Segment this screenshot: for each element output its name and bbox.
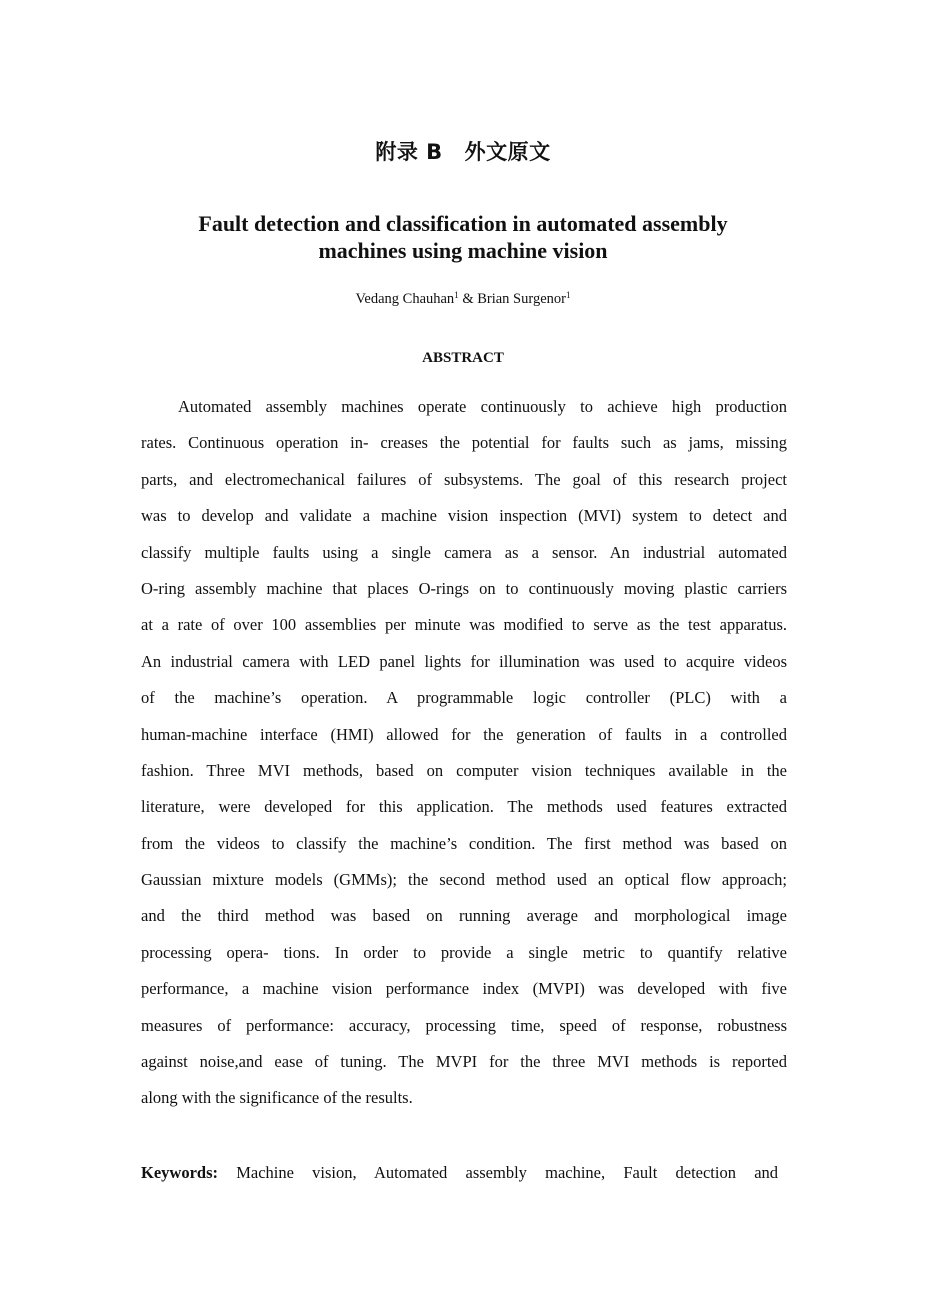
abstract-line: Gaussian mixture models (GMMs); the second method used an optical flow approach; <box>141 870 787 890</box>
abstract-line: literature, were developed for this application. The methods used features extracted <box>141 797 787 817</box>
author-name: Brian Surgenor <box>477 291 566 307</box>
abstract-line: from the videos to classify the machine’s condition. The first method was based on <box>141 833 787 853</box>
author-list <box>0 290 926 308</box>
abstract-line: at a rate of over 100 assemblies per minute was modified to serve as the test apparatus. <box>141 615 787 635</box>
abstract-heading: ABSTRACT <box>422 350 504 366</box>
abstract-line: processing opera- tions. In order to provide a single metric to quantify relative <box>141 942 787 962</box>
abstract-line: measures of performance: accuracy, processing time, speed of response, robustness <box>141 1015 787 1035</box>
abstract-line: parts, and electromechanical failures of subsystems. The goal of this research project <box>141 469 787 489</box>
appendix-title: 外文原文 <box>464 140 551 164</box>
abstract-line: Automated assembly machines operate continuously to achieve high production <box>178 397 787 416</box>
abstract-line: performance, a machine vision performance index (MVPI) was developed with five <box>141 979 787 999</box>
abstract-line: was to develop and validate a machine vision inspection (MVI) system to detect and <box>141 506 787 526</box>
author-separator: & <box>458 291 478 307</box>
author-affiliation: 1 <box>454 290 459 300</box>
author-affiliation: 1 <box>565 290 571 300</box>
abstract-line: of the machine’s operation. A programmable logic controller (PLC) with a <box>141 688 787 708</box>
author-name: Vedang Chauhan <box>355 291 455 307</box>
appendix-heading <box>0 136 926 166</box>
keywords-line <box>141 1158 778 1188</box>
abstract-line: human-machine interface (HMI) allowed for the generation of faults in a controlled <box>141 724 787 744</box>
keywords-label: Keywords: <box>141 1163 218 1182</box>
abstract-line: along with the significance of the results. <box>141 1088 413 1108</box>
abstract-line: rates. Continuous operation in- creases the potential for faults such as jams, missing <box>141 433 787 453</box>
abstract-line: O-ring assembly machine that places O-rings on to continuously moving plastic carriers <box>141 578 787 598</box>
abstract-line: classify multiple faults using a single camera as a sensor. An industrial automated <box>141 542 787 562</box>
abstract-line: An industrial camera with LED panel lights for illumination was used to acquire videos <box>141 651 787 671</box>
keywords-text: Machine vision, Automated assembly machine, Fault detection and <box>236 1163 779 1182</box>
abstract-line: and the third method was based on running average and morphological image <box>141 906 787 926</box>
abstract-line: fashion. Three MVI methods, based on computer vision techniques available in the <box>141 760 787 780</box>
appendix-label: 附录 B <box>375 140 443 164</box>
abstract-line: against noise,and ease of tuning. The MVPI for the three MVI methods is reported <box>141 1052 787 1072</box>
paper-title <box>0 210 926 264</box>
paper-title-line-1: Fault detection and classification in automated assembly <box>198 211 728 236</box>
paper-title-line-2: machines using machine vision <box>318 238 608 263</box>
abstract-body <box>141 389 787 1117</box>
